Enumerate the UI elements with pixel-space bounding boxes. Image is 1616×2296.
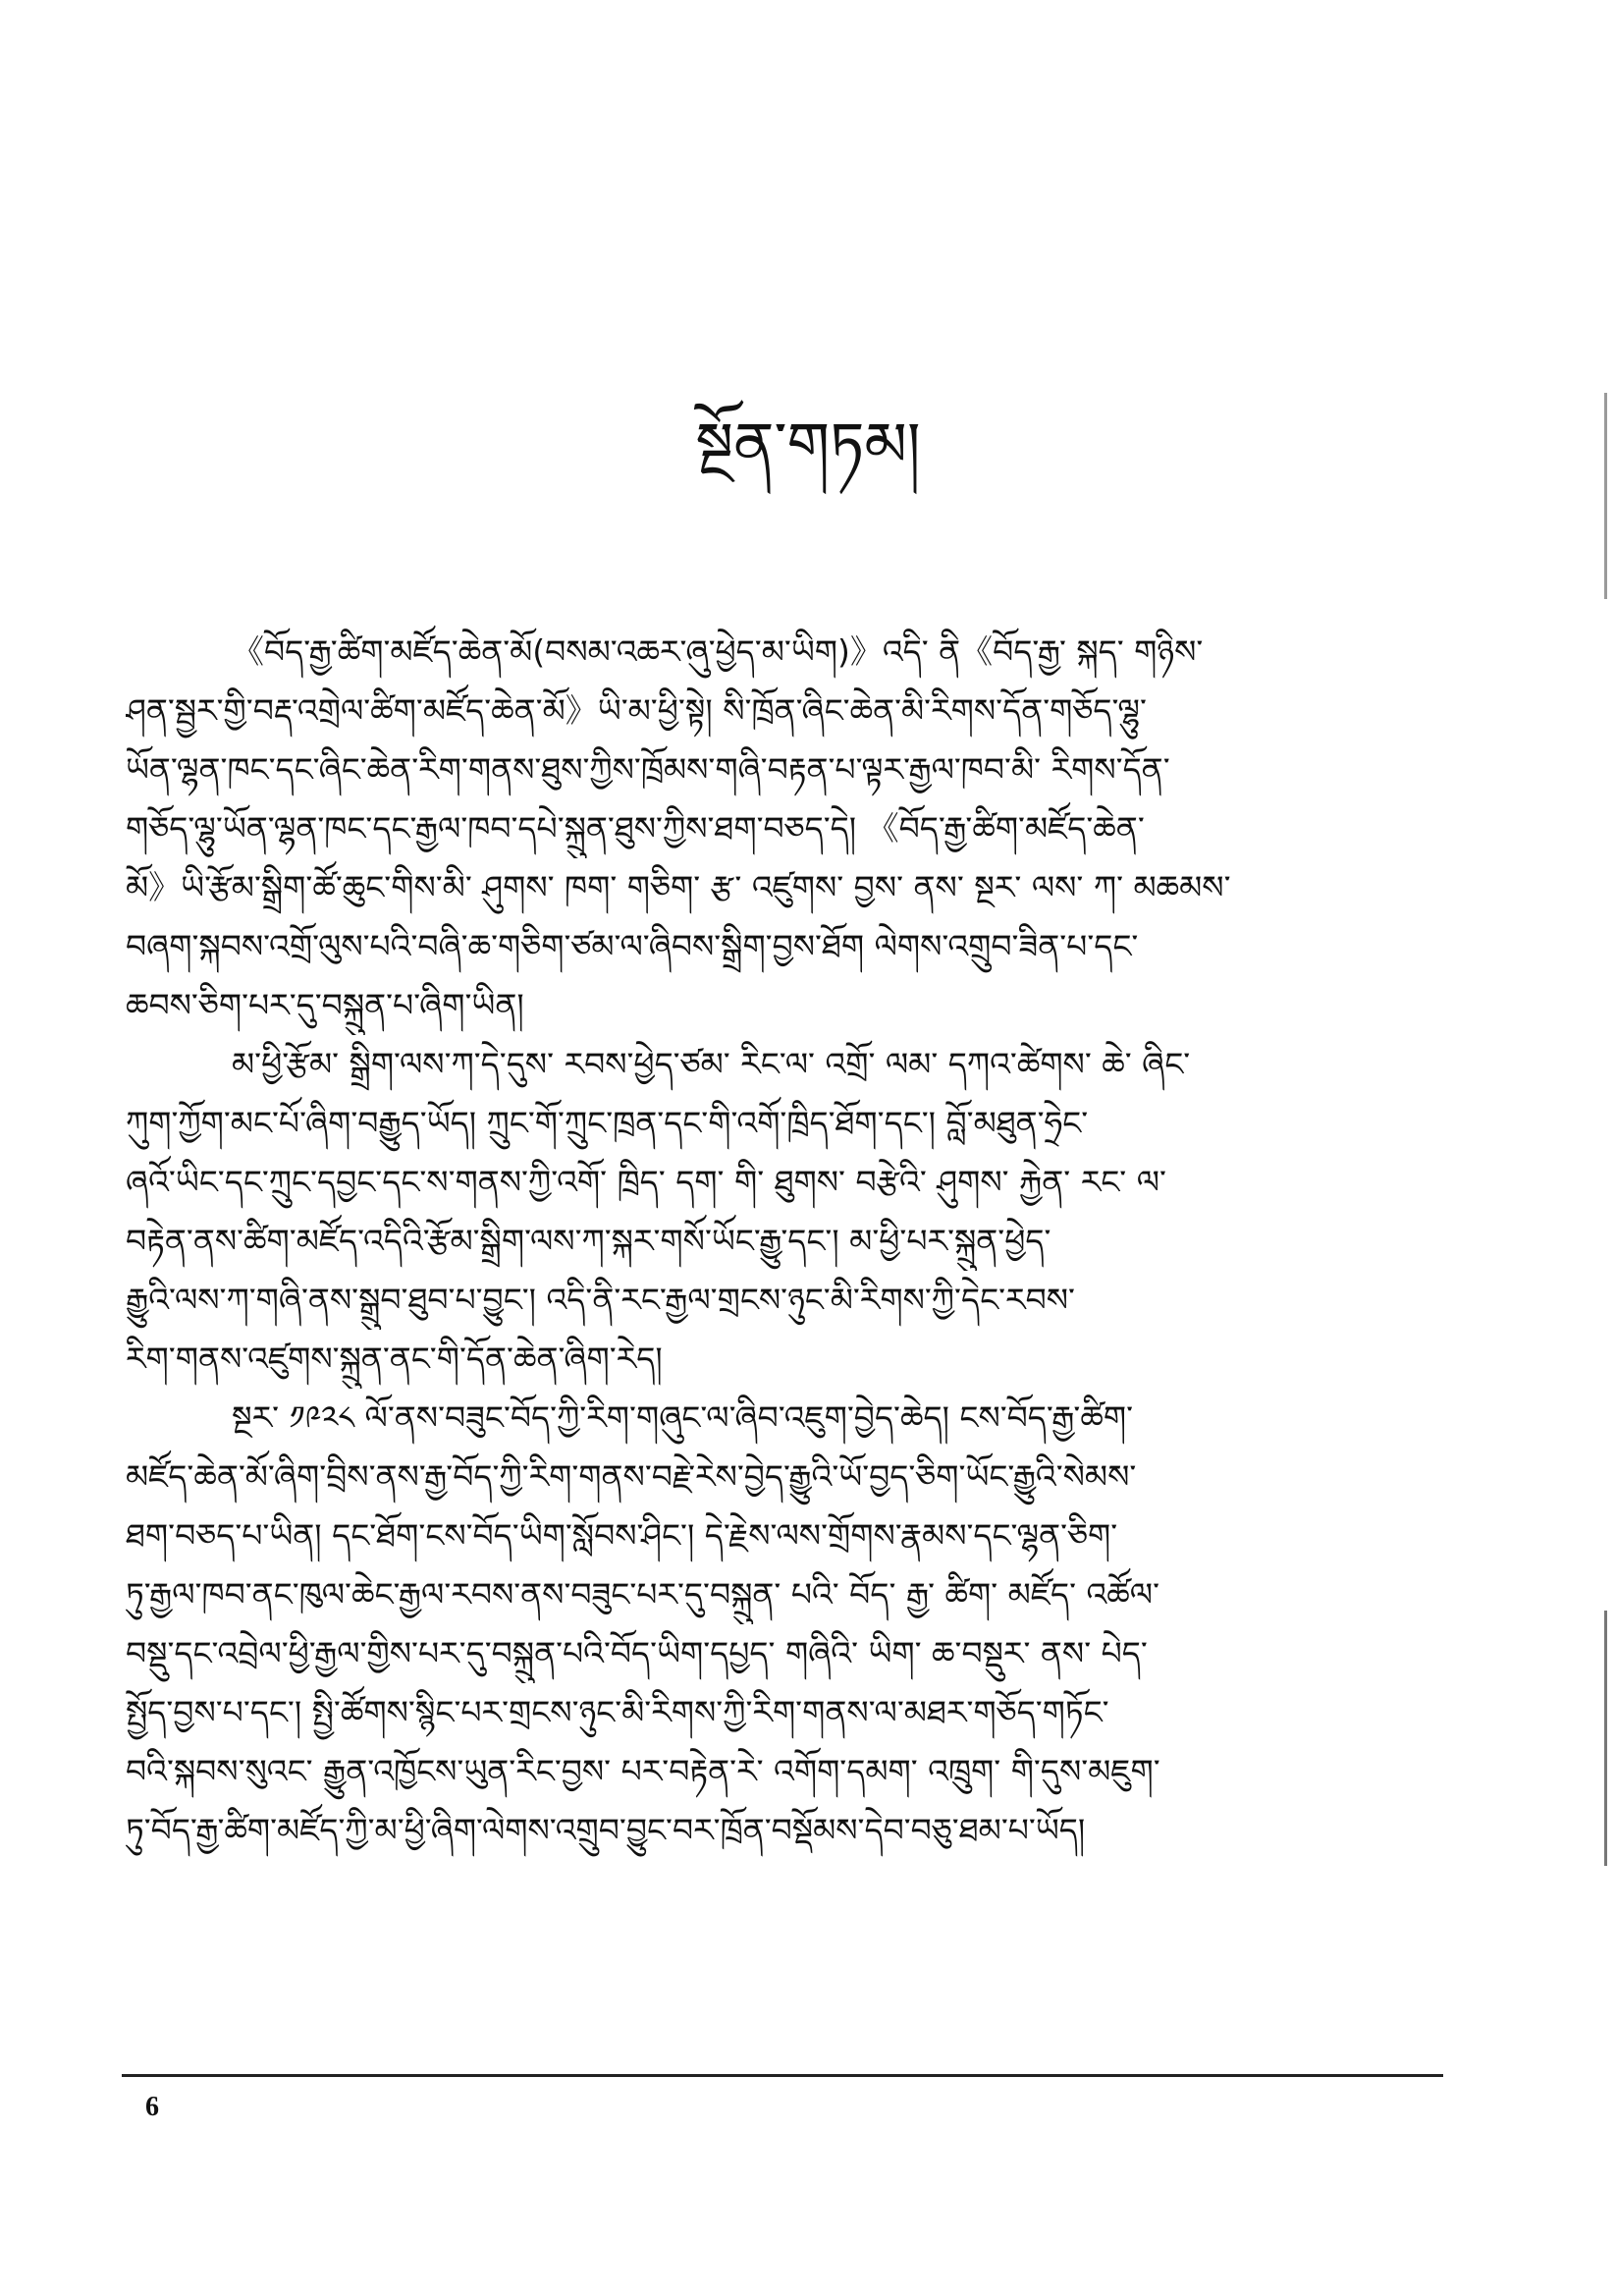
text-line: རྒྱུའི་ལས་ཀ་གཞི་ནས་སྒྲུབ་ཐུབ་པ་བྱུང་། འདི་ནི་རང་རྒྱལ་གྲངས་ཉུང་མི་རིགས་ཀྱི་དེང་རབས་: [126, 1281, 1075, 1319]
text-line: གཅོད་ལྷུ་ཡོན་ལྷན་ཁང་དང་རྒྱལ་ཁབ་དཔེ་སྐྲུན་ཐུས་ཀྱིས་ཐག་བཅད་དེ། 《བོད་རྒྱ་ཚིག་མཛོད་ཆེན་: [126, 809, 1145, 847]
text-line: སྔར་ ༡༩༢༨ ལོ་ནས་བཟུང་བོད་ཀྱི་རིག་གཞུང་ལ་ཞིབ་འཇུག་བྱེད་ཆེད། ངས་བོད་རྒྱ་ཚིག་: [232, 1398, 1134, 1437]
page-number: 6: [145, 2092, 159, 2122]
text-line: སྤྱོད་བྱས་པ་དང་། སྤྱི་ཚོགས་སྙིང་པར་གྲངས་ཉུང་མི་རིགས་ཀྱི་རིག་གནས་ལ་མཐར་གཅོད་གཏོང་: [126, 1693, 1109, 1731]
text-line: ཀུག་ཀྱོག་མང་པོ་ཞིག་བརྒྱུད་ཡོད། ཀྲུང་གོ་ཀྲུང་ཁྲན་དང་གི་འགོ་ཁྲིད་ཐོག་དང་། བློ་མཐུན་ཧྲེང་: [126, 1104, 1089, 1142]
scan-edge-mark: [1604, 1611, 1607, 1866]
text-line: ཐག་བཅད་པ་ཡིན། དང་ཐོག་ངས་བོད་ཡིག་སློབས་ཤིང་། དེ་རྗེས་ལས་གྲོགས་རྣམས་དང་ལྷན་ཅིག་: [126, 1516, 1118, 1555]
text-line: མ་ཕྱི་རྩོམ་ སྒྲིག་ལས་ཀ་དེ་དུས་ རབས་ཕྱེད་ཙམ་ རིང་ལ་ འགྲོ་ ལམ་ དཀའ་ཚེགས་ ཆེ་ ཞིང་: [232, 1045, 1191, 1083]
paragraph-3: [126, 1389, 1461, 1860]
paragraph-1: [126, 623, 1461, 1035]
text-line: ཞའོ་ཡིང་དང་ཀྲུང་དབྱང་དང་ས་གནས་ཀྱི་འགོ་ ཁྲིད་ དག་ གི་ ཐུགས་ བརྩེའི་ ཤུགས་ རྐྱེན་ རང་ ལ་: [126, 1163, 1166, 1201]
text-line: བའི་སྐབས་སུའང་ རྒྱུན་འཁྱོངས་ཡུན་རིང་བྱས་ པར་བརྟེན་རེ་ འགོག་དམག་ འཁྲུག་ གི་དུས་མཇུག་: [126, 1752, 1160, 1790]
text-line: བསྡུ་དང་འབྲེལ་ཕྱི་རྒྱལ་གྱིས་པར་དུ་བསྐྲུན་པའི་བོད་ཡིག་དཔྱད་ གཞིའི་ ཡིག་ ཆ་བསྡུར་ ནས་ པེད་: [126, 1634, 1148, 1672]
scan-edge-mark: [1604, 393, 1607, 599]
page-title: སྔོན་གཏམ།: [695, 409, 921, 480]
text-line: ཡོན་ལྷན་ཁང་དང་ཞིང་ཆེན་རིག་གནས་ཐུས་ཀྱིས་ཁྲོམས་གཞི་བརྟན་པ་ལྟར་རྒྱལ་ཁབ་མི་ རིགས་དོན་: [126, 750, 1170, 789]
text-line: མོ》ཡི་རྩོམ་སྒྲིག་ཚོ་ཆུང་གིས་མི་ ཤུགས་ ཁག་ གཅིག་ རྩ་ འཛུགས་ བྱས་ ནས་ སྔར་ ལས་ ཀ་ མཆམས་: [126, 868, 1231, 906]
text-line: ཏུ་བོད་རྒྱ་ཚིག་མཛོད་ཀྱི་མ་ཕྱི་ཞིག་ལེགས་འགྲུབ་བྱུང་བར་ཁྲོན་བསྡོམས་དེབ་བཅུ་ཐམ་པ་ཡོད།: [126, 1811, 1086, 1849]
body-text: [126, 623, 1461, 1860]
footer-rule: [122, 2074, 1443, 2077]
text-line: རིག་གནས་འཛུགས་སྐྲུན་ནང་གི་དོན་ཆེན་ཞིག་རེད།: [126, 1339, 663, 1378]
text-line: 《བོད་རྒྱ་ཚིག་མཛོད་ཆེན་མོ(བསམ་འཆར་ཞུ་ཕྱེད་མ་ཡིག)》འདི་ ནི《བོད་རྒྱ་ སྐད་ གཉིས་: [232, 632, 1204, 671]
text-line: ཏུ་རྒྱལ་ཁབ་ནང་ཁུལ་ཆེང་རྒྱལ་རབས་ནས་བཟུང་པར་དུ་བསྐྲུན་ པའི་ བོད་ རྒྱ་ ཚིག་ མཛོད་ འཚོལ་: [126, 1575, 1160, 1613]
text-line: བཞག་སྐབས་འགྲོ་ལུས་པའི་བཞི་ཆ་གཅིག་ཙམ་ལ་ཞིབས་སྒྲིག་བྱས་ཐོག ལེགས་འགྲུབ་ཟིན་པ་དང་: [126, 927, 1139, 965]
paragraph-2: [126, 1035, 1461, 1389]
text-line: བརྟེན་ནས་ཚིག་མཛོད་འདིའི་རྩོམ་སྒྲིག་ལས་ཀ་སྐར་གསོ་ཡོང་རྒྱུ་དང་། མ་ཕྱི་པར་སྐྲུན་ཕྱེད་: [126, 1222, 1051, 1260]
text-line: ཆབས་ཅིག་པར་དུ་བསྐྲུན་པ་ཞིག་ཡིན།: [126, 986, 524, 1024]
text-line: ཤན་སྦྱར་གྱི་བརྡ་འགྲེལ་ཚིག་མཛོད་ཆེན་མོ》ཡི་མ་ཕྱི་སྟེ། སི་ཁྲོན་ཞིང་ཆེན་མི་རིགས་དོན་གཅོད་ལྷུ་: [126, 691, 1147, 730]
text-line: མཛོད་ཆེན་མོ་ཞིག་བྲིས་ནས་རྒྱ་བོད་ཀྱི་རིག་གནས་བརྗེ་རེས་བྱེད་རྒྱུའི་ཡོ་བྱད་ཅིག་ཡོང་རྒྱུའི་སེམས་: [126, 1457, 1137, 1496]
